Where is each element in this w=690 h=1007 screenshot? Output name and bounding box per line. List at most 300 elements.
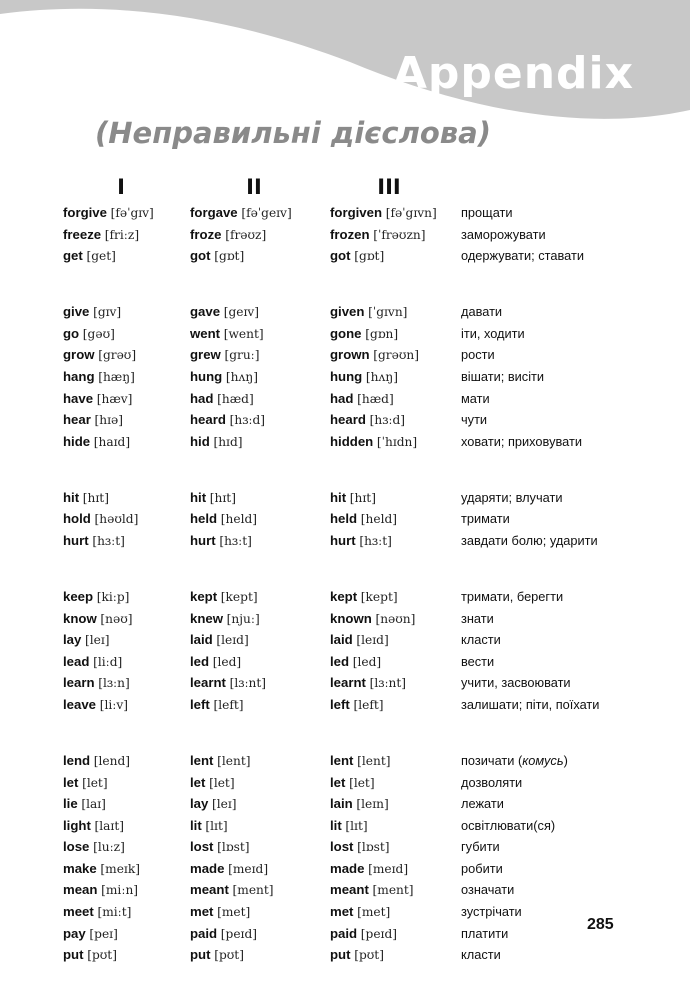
verb-word: led xyxy=(190,653,210,669)
verb-word: had xyxy=(330,390,354,406)
verb-row xyxy=(0,629,690,651)
verb-transcription: [ˈfrəʊzn] xyxy=(373,227,426,242)
verb-form-1 xyxy=(63,772,108,795)
verb-form-1 xyxy=(63,366,135,389)
verb-form-3 xyxy=(330,301,407,324)
verb-word: hurt xyxy=(63,532,89,548)
verb-word: gone xyxy=(330,325,362,341)
verb-word: lay xyxy=(190,796,209,812)
verb-translation: дозволяти xyxy=(461,774,523,790)
verb-form-2 xyxy=(190,586,258,609)
verb-word: left xyxy=(190,696,210,712)
verb-translation: одержувати; ставати xyxy=(461,248,584,264)
verb-translation: тримати, берегти xyxy=(461,588,564,604)
verb-word: lay xyxy=(63,632,82,648)
verb-form-3 xyxy=(330,836,390,859)
verb-word: froze xyxy=(190,226,222,242)
verb-form-1 xyxy=(63,672,130,695)
verb-word: made xyxy=(190,860,225,876)
verb-transcription: [hɜːt] xyxy=(359,533,392,548)
verb-transcription: [kiːp] xyxy=(96,589,130,604)
verb-row xyxy=(0,750,690,772)
verb-row xyxy=(0,487,690,509)
verb-word: meet xyxy=(63,904,94,920)
verb-word: mean xyxy=(63,882,98,898)
verb-row xyxy=(0,694,690,733)
verb-word: keep xyxy=(63,588,94,604)
verb-transcription: [lent] xyxy=(217,753,251,768)
verb-form-2 xyxy=(190,694,243,717)
verb-translation: учити, засвоювати xyxy=(461,675,571,691)
verb-transcription: [fəˈgɪv] xyxy=(110,206,154,220)
verb-transcription: [hæd] xyxy=(217,391,254,406)
verb-transcription: [liːv] xyxy=(99,697,128,712)
verb-transcription: [friːz] xyxy=(104,227,140,242)
verb-word: made xyxy=(330,860,365,876)
verb-transcription: [grəʊ] xyxy=(98,348,137,363)
verb-transcription: [luːz] xyxy=(93,840,125,855)
verb-translation: класти xyxy=(461,947,501,963)
verb-form-3 xyxy=(330,586,398,609)
verb-form-3 xyxy=(330,487,376,510)
verb-word: pay xyxy=(63,925,86,941)
verb-transcription: [geɪv] xyxy=(223,305,260,320)
verb-form-2 xyxy=(190,923,257,946)
verb-form-2 xyxy=(190,944,244,967)
verb-word: lend xyxy=(63,752,91,768)
verb-transcription: [gɒt] xyxy=(214,249,245,264)
verb-transcription: [grəʊn] xyxy=(373,348,419,363)
verb-row xyxy=(0,508,690,530)
verb-form-3 xyxy=(330,772,375,795)
column-header-3: III xyxy=(377,175,401,199)
verb-form-1 xyxy=(63,694,128,717)
verb-word: hit xyxy=(63,489,80,505)
verb-form-1 xyxy=(63,431,130,454)
verb-form-3 xyxy=(330,224,425,247)
verb-form-1 xyxy=(63,793,106,816)
verb-transcription: [leɪn] xyxy=(356,797,389,812)
verb-transcription: [gɒt] xyxy=(354,249,385,264)
verb-transcription: [kept] xyxy=(360,589,398,604)
verb-word: hang xyxy=(63,368,95,384)
verb-word: give xyxy=(63,304,90,320)
verb-word: knew xyxy=(190,610,223,626)
verb-transcription: [həʊld] xyxy=(94,512,139,527)
verb-transcription: [get] xyxy=(86,249,116,264)
verb-transcription: [meɪd] xyxy=(228,861,269,876)
verb-form-2 xyxy=(190,836,250,859)
verb-transcription: [went] xyxy=(223,326,264,341)
verb-translation: означати xyxy=(461,882,515,898)
verb-transcription: [gɪv] xyxy=(93,305,122,320)
verb-word: hurt xyxy=(330,532,356,548)
verb-row xyxy=(0,202,690,224)
verb-form-1 xyxy=(63,651,122,674)
verb-word: hid xyxy=(190,433,210,449)
verb-form-2 xyxy=(190,793,237,816)
verb-form-3 xyxy=(330,858,408,881)
verb-word: lent xyxy=(330,752,354,768)
verb-word: let xyxy=(330,774,346,790)
verb-transcription: [leɪ] xyxy=(212,797,237,812)
verb-transcription: [lɜːn] xyxy=(98,676,130,691)
verb-word: put xyxy=(190,947,211,963)
verb-transcription: [hɜːd] xyxy=(229,413,266,428)
verb-form-2 xyxy=(190,301,259,324)
verb-transcription: [kept] xyxy=(220,589,258,604)
verb-transcription: [pʊt] xyxy=(354,948,384,963)
verb-word: forgave xyxy=(190,205,238,220)
verb-word: hurt xyxy=(190,532,216,548)
verb-transcription: [met] xyxy=(357,905,391,920)
verb-transcription: [lɪt] xyxy=(345,818,368,833)
verb-word: kept xyxy=(190,588,218,604)
verb-form-2 xyxy=(190,409,265,432)
verb-translation: мати xyxy=(461,390,490,406)
verb-form-2 xyxy=(190,388,254,411)
verb-transcription: [hɜːt] xyxy=(92,533,125,548)
verb-translation: залишати; піти, поїхати xyxy=(461,696,600,712)
verb-row xyxy=(0,772,690,794)
verb-word: lain xyxy=(330,796,353,812)
verb-translation: прощати xyxy=(461,205,513,220)
page-subtitle: (Неправильні дієслова) xyxy=(95,116,491,150)
verb-word: lie xyxy=(63,796,78,812)
verb-word: forgive xyxy=(63,205,107,220)
page-number: 285 xyxy=(587,916,614,933)
verb-translation: класти xyxy=(461,632,501,648)
verb-form-2 xyxy=(190,858,268,881)
verb-transcription: [liːd] xyxy=(93,654,123,669)
verb-word: lose xyxy=(63,839,90,855)
verb-transcription: [hɪd] xyxy=(213,434,243,449)
verb-word: met xyxy=(190,904,214,920)
verb-form-2 xyxy=(190,901,250,924)
verb-word: laid xyxy=(330,632,353,648)
verb-transcription: [hɪə] xyxy=(94,413,124,428)
verb-form-1 xyxy=(63,586,129,609)
irregular-verbs-table xyxy=(0,202,690,966)
verb-row xyxy=(0,586,690,608)
verb-form-1 xyxy=(63,301,121,324)
verb-word: leave xyxy=(63,696,97,712)
verb-word: paid xyxy=(190,925,218,941)
verb-form-1 xyxy=(63,815,124,838)
verb-form-1 xyxy=(63,608,133,631)
column-header-2: II xyxy=(246,175,262,199)
verb-word: lead xyxy=(63,653,90,669)
verb-form-2 xyxy=(190,815,228,838)
verb-transcription: [meɪk] xyxy=(100,861,140,876)
verb-row xyxy=(0,366,690,388)
verb-form-2 xyxy=(190,224,266,247)
verb-word: let xyxy=(190,774,206,790)
verb-form-2 xyxy=(190,672,266,695)
verb-translation: вести xyxy=(461,653,495,669)
verb-word: kept xyxy=(330,588,358,604)
verb-transcription: [leɪd] xyxy=(356,633,389,648)
verb-form-3 xyxy=(330,694,383,717)
verb-form-1 xyxy=(63,409,123,432)
verb-form-3 xyxy=(330,879,414,902)
verb-transcription: [let] xyxy=(82,775,108,790)
verb-word: met xyxy=(330,904,354,920)
verb-transcription: [hɪt] xyxy=(82,490,109,505)
verb-transcription: [leɪd] xyxy=(216,633,249,648)
column-header-1: I xyxy=(117,175,125,199)
verb-form-3 xyxy=(330,608,415,631)
verb-word: meant xyxy=(190,882,229,898)
verb-word: frozen xyxy=(330,226,370,242)
verb-row xyxy=(0,530,690,569)
verb-transcription: [njuː] xyxy=(226,611,260,626)
verb-word: put xyxy=(330,947,351,963)
verb-translation: платити xyxy=(461,925,509,941)
verb-word: have xyxy=(63,390,94,406)
verb-transcription: [hɪt] xyxy=(209,490,236,505)
verb-word: get xyxy=(63,248,83,264)
verb-row xyxy=(0,301,690,323)
verb-word: paid xyxy=(330,925,358,941)
verb-form-3 xyxy=(330,901,390,924)
verb-transcription: [lend] xyxy=(93,753,131,768)
verb-form-2 xyxy=(190,508,257,531)
verb-word: given xyxy=(330,304,365,320)
verb-translation: завдати болю; ударити xyxy=(461,532,598,548)
verb-word: go xyxy=(63,325,80,341)
verb-word: got xyxy=(330,248,351,264)
verb-form-3 xyxy=(330,245,384,268)
verb-transcription: [fəˈgeɪv] xyxy=(241,206,292,220)
verb-transcription: [nəʊ] xyxy=(100,611,133,626)
verb-form-3 xyxy=(330,323,398,346)
verb-word: hold xyxy=(63,511,91,527)
verb-transcription: [peɪd] xyxy=(360,926,398,941)
verb-row xyxy=(0,608,690,630)
verb-transcription: [gruː] xyxy=(224,348,260,363)
verb-translation: лежати xyxy=(461,796,504,812)
verb-translation: робити xyxy=(461,860,503,876)
verb-word: forgiven xyxy=(330,205,383,220)
verb-form-1 xyxy=(63,879,138,902)
verb-transcription: [laɪ] xyxy=(81,797,106,812)
verb-transcription: [frəʊz] xyxy=(225,227,267,242)
verb-translation: вішати; висіти xyxy=(461,368,545,384)
verb-row xyxy=(0,224,690,246)
verb-word: learn xyxy=(63,675,95,691)
verb-translation: знати xyxy=(461,610,494,626)
verb-transcription: [lɪt] xyxy=(205,818,228,833)
verb-form-1 xyxy=(63,508,138,531)
verb-transcription: [let] xyxy=(209,775,235,790)
verb-form-1 xyxy=(63,923,118,946)
verb-form-1 xyxy=(63,750,130,773)
verb-word: left xyxy=(330,696,350,712)
verb-translation: зустрічати xyxy=(461,904,522,920)
verb-row xyxy=(0,388,690,410)
verb-form-2 xyxy=(190,772,235,795)
verb-form-1 xyxy=(63,901,131,924)
verb-translation: іти, ходити xyxy=(461,325,525,341)
verb-form-3 xyxy=(330,629,389,652)
verb-word: light xyxy=(63,817,91,833)
verb-row xyxy=(0,344,690,366)
verb-transcription: [hɜːt] xyxy=(219,533,252,548)
verb-form-1 xyxy=(63,836,125,859)
verb-row xyxy=(0,651,690,673)
verb-transcription: [let] xyxy=(349,775,375,790)
verb-transcription: [led] xyxy=(352,654,382,669)
verb-row xyxy=(0,815,690,837)
verb-transcription: [hæv] xyxy=(96,391,133,406)
verb-word: lit xyxy=(190,817,202,833)
verb-form-2 xyxy=(190,344,260,367)
verb-row xyxy=(0,858,690,880)
verb-form-1 xyxy=(63,944,117,967)
verb-form-3 xyxy=(330,672,406,695)
verb-word: went xyxy=(190,325,221,341)
verb-transcription: [fəˈgɪvn] xyxy=(385,206,437,220)
verb-form-2 xyxy=(190,202,292,225)
verb-translation: ховати; приховувати xyxy=(461,433,582,449)
verb-transcription: [left] xyxy=(353,697,384,712)
verb-transcription: [ment] xyxy=(372,883,414,898)
verb-form-3 xyxy=(330,815,368,838)
verb-transcription: [haɪd] xyxy=(93,434,131,449)
verb-row xyxy=(0,672,690,694)
verb-translation: освітлювати(ся) xyxy=(461,817,556,833)
verb-form-2 xyxy=(190,431,243,454)
verb-transcription: [lɒst] xyxy=(217,840,250,855)
verb-word: had xyxy=(190,390,214,406)
verb-word: let xyxy=(63,774,79,790)
verb-translation: заморожувати xyxy=(461,226,546,242)
verb-transcription: [peɪd] xyxy=(220,926,258,941)
verb-word: heard xyxy=(190,412,226,428)
verb-row xyxy=(0,836,690,858)
verb-form-2 xyxy=(190,487,236,510)
verb-word: know xyxy=(63,610,97,626)
verb-form-1 xyxy=(63,858,140,881)
verb-form-1 xyxy=(63,245,116,268)
verb-form-3 xyxy=(330,508,397,531)
verb-form-3 xyxy=(330,409,405,432)
verb-form-2 xyxy=(190,245,244,268)
verb-transcription: [held] xyxy=(220,512,258,527)
verb-word: meant xyxy=(330,882,369,898)
appendix-title: Appendix xyxy=(392,48,634,99)
verb-transcription: [peɪ] xyxy=(89,926,118,941)
verb-form-2 xyxy=(190,879,274,902)
verb-transcription: [led] xyxy=(212,654,242,669)
verb-word: held xyxy=(190,511,218,527)
verb-word: grew xyxy=(190,347,221,363)
verb-translation: тримати xyxy=(461,511,510,527)
verb-transcription: [lɜːnt] xyxy=(369,676,407,691)
verb-transcription: [pʊt] xyxy=(214,948,244,963)
verb-transcription: [ˈhɪdn] xyxy=(376,434,418,449)
verb-row xyxy=(0,431,690,470)
verb-form-2 xyxy=(190,608,260,631)
verb-word: grown xyxy=(330,347,370,363)
verb-word: gave xyxy=(190,304,221,320)
verb-form-2 xyxy=(190,629,249,652)
verb-form-2 xyxy=(190,651,241,674)
verb-transcription: [miːn] xyxy=(101,883,139,898)
verb-form-1 xyxy=(63,202,154,225)
verb-transcription: [hʌŋ] xyxy=(365,369,398,384)
verb-translation: позичати (комусь) xyxy=(461,752,568,768)
verb-transcription: [laɪt] xyxy=(94,818,124,833)
verb-form-1 xyxy=(63,487,109,510)
verb-transcription: [leɪ] xyxy=(85,633,110,648)
verb-form-3 xyxy=(330,366,398,389)
verb-transcription: [hɜːd] xyxy=(369,413,406,428)
verb-form-3 xyxy=(330,793,389,816)
verb-word: lost xyxy=(190,839,214,855)
verb-form-3 xyxy=(330,202,437,225)
verb-transcription: [hæŋ] xyxy=(98,369,135,384)
verb-form-3 xyxy=(330,651,381,674)
verb-form-3 xyxy=(330,388,394,411)
verb-transcription: [ˈgɪvn] xyxy=(368,305,408,320)
verb-word: hung xyxy=(190,368,223,384)
verb-transcription: [left] xyxy=(213,697,244,712)
verb-transcription: [ment] xyxy=(232,883,274,898)
verb-transcription: [lɒst] xyxy=(357,840,390,855)
verb-form-3 xyxy=(330,431,417,454)
verb-word: put xyxy=(63,947,84,963)
verb-word: led xyxy=(330,653,350,669)
verb-row xyxy=(0,323,690,345)
verb-word: hear xyxy=(63,412,91,428)
verb-translation: губити xyxy=(461,839,500,855)
verb-transcription: [meɪd] xyxy=(368,861,409,876)
verb-transcription: [lɜːnt] xyxy=(229,676,267,691)
verb-form-1 xyxy=(63,629,110,652)
verb-transcription: [met] xyxy=(217,905,251,920)
verb-form-2 xyxy=(190,366,258,389)
verb-word: freeze xyxy=(63,226,102,242)
verb-form-3 xyxy=(330,344,419,367)
verb-form-2 xyxy=(190,323,264,346)
verb-translation: давати xyxy=(461,304,503,320)
verb-transcription: [hɪt] xyxy=(349,490,376,505)
verb-word: hit xyxy=(190,489,207,505)
verb-transcription: [gɒn] xyxy=(365,326,399,341)
verb-word: grow xyxy=(63,347,95,363)
verb-form-1 xyxy=(63,344,136,367)
verb-transcription: [hʌŋ] xyxy=(225,369,258,384)
verb-form-3 xyxy=(330,923,397,946)
verb-word: hung xyxy=(330,368,363,384)
verb-word: learnt xyxy=(190,675,226,691)
verb-form-2 xyxy=(190,750,251,773)
verb-word: hidden xyxy=(330,433,374,449)
verb-form-2 xyxy=(190,530,252,553)
verb-transcription: [hæd] xyxy=(357,391,394,406)
verb-form-3 xyxy=(330,944,384,967)
verb-word: held xyxy=(330,511,358,527)
verb-form-1 xyxy=(63,323,115,346)
verb-word: heard xyxy=(330,412,366,428)
verb-form-1 xyxy=(63,224,139,247)
verb-word: known xyxy=(330,610,372,626)
verb-row xyxy=(0,944,690,966)
verb-word: lost xyxy=(330,839,354,855)
verb-transcription: [miːt] xyxy=(97,905,132,920)
